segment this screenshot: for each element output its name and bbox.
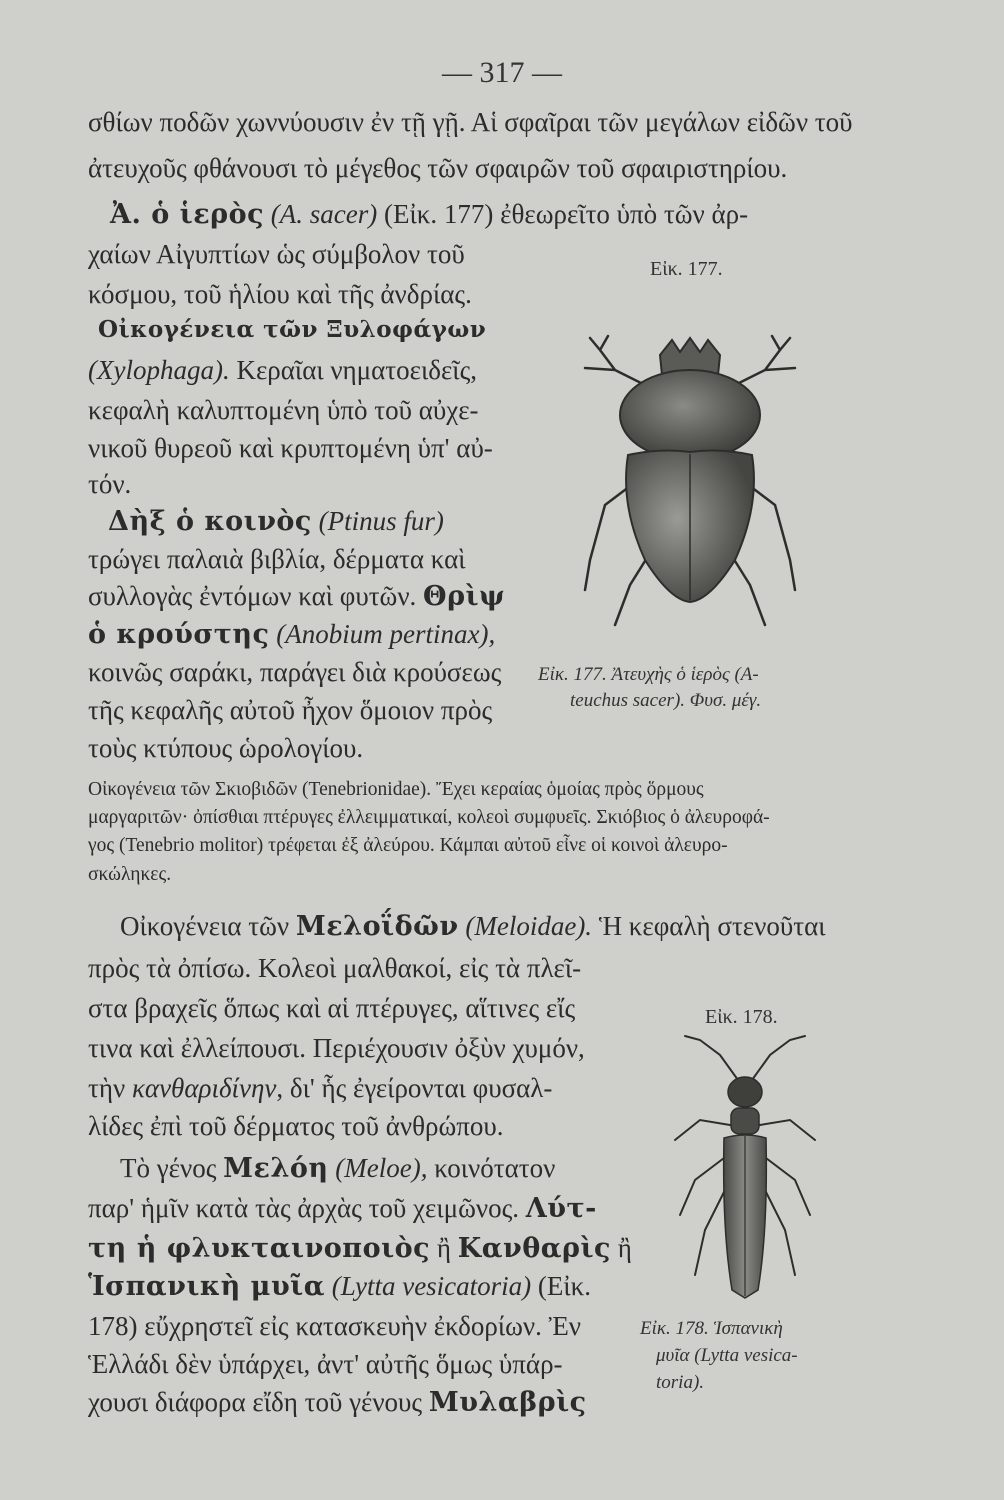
text-line <box>88 1070 552 1106</box>
text-line <box>88 578 505 615</box>
text-line: τοὺς κτύπους ὡρολογίου. <box>88 733 364 763</box>
text-line <box>88 1190 597 1227</box>
latin-name: (Xylophaga). <box>88 355 230 385</box>
text-line: τῆς κεφαλῆς αὐτοῦ ἦχον ὅμοιον πρὸς <box>88 695 493 725</box>
figure-label: Εἰκ. 177. <box>650 258 723 280</box>
text-line <box>88 1230 632 1267</box>
family-name: Μελοΐδῶν <box>295 911 459 942</box>
text-line: χαίων Αἰγυπτίων ὡς σύμβολον τοῦ <box>88 239 465 269</box>
genus-name: Μελόη <box>223 1153 329 1184</box>
text-span: παρ' ἡμῖν κατὰ τὰς ἀρχὰς τοῦ χειμῶνος. <box>88 1193 520 1223</box>
text-line: κόσμου, τοῦ ἡλίου καὶ τῆς ἀνδρίας. <box>88 279 472 309</box>
text-line: σθίων ποδῶν χωννύουσιν ἐν τῇ γῇ. Αἱ σφαῖραι τῶν μεγάλων εἰδῶν τοῦ <box>88 107 853 137</box>
small-text-line: Οἰκογένεια τῶν Σκιοβιδῶν (Tenebrionidae). Ἔχει κεραίας ὁμοίας πρὸς ὅρμους <box>88 779 704 800</box>
figure-caption: Εἰκ. 177. Ἀτευχὴς ὁ ἱερὸς (A- <box>538 664 759 685</box>
figure-caption: μυῖα (Lytta vesica- <box>656 1345 798 1366</box>
text-line: Ἑλλάδι δὲν ὑπάρχει, ἀντ' αὐτῆς ὅμως ὑπάρ- <box>88 1349 563 1379</box>
text-line <box>120 908 825 945</box>
text-span: , δι' ἧς ἐγείρονται φυσαλ- <box>276 1073 553 1103</box>
text-line: κοινῶς σαράκι, παράγει διὰ κρούσεως <box>88 657 502 687</box>
species-heading: Θρὶψ <box>423 581 506 612</box>
text-line: στα βραχεῖς ὅπως καὶ αἱ πτέρυγες, αἵτινες εἴς <box>88 993 576 1023</box>
blister-beetle-illustration <box>660 1030 830 1330</box>
small-text-line: γος (Tenebrio molitor) τρέφεται ἐξ ἀλεύρου. Κάμπαι αὐτοῦ εἶνε οἱ κοινοὶ ἀλευρο- <box>88 835 728 856</box>
species-heading: Ἱσπανικὴ μυῖα <box>88 1271 326 1302</box>
text-line: 178) εὔχρηστεῖ εἰς κατασκευὴν ἐκδορίων. Ἐν <box>88 1311 581 1341</box>
text-line <box>110 196 748 233</box>
text-line: τόν. <box>88 469 132 499</box>
text-line: λίδες ἐπὶ τοῦ δέρματος τοῦ ἀνθρώπου. <box>88 1111 504 1141</box>
text-span: συλλογὰς ἐντόμων καὶ φυτῶν. <box>88 581 417 611</box>
text-line: κεφαλὴ καλυπτομένη ὑπὸ τοῦ αὐχε- <box>88 395 479 425</box>
species-heading: τη ἡ φλυκταινοποιὸς <box>88 1233 431 1264</box>
latin-name: (A. sacer) <box>270 199 378 229</box>
figure-caption: teuchus sacer). Φυσ. μέγ. <box>570 690 762 711</box>
figure-caption: toria). <box>656 1372 705 1393</box>
text-line <box>88 352 477 388</box>
text-line: τινα καὶ ἐλλείπουσι. Περιέχουσιν ὀξὺν χυμόν, <box>88 1033 585 1063</box>
text-line <box>88 1268 591 1305</box>
text-span: Τὸ γένος <box>120 1153 217 1183</box>
genus-name: Μυλαβρὶς <box>428 1387 587 1418</box>
family-heading: Οἰκογένεια τῶν Ξυλοφάγων <box>98 316 487 343</box>
latin-name: (Meloidae). <box>465 911 593 941</box>
text-line: τρώγει παλαιὰ βιβλία, δέρματα καὶ <box>88 544 466 574</box>
figure-caption: Εἰκ. 178. Ἱσπανικὴ <box>640 1318 783 1339</box>
species-heading: ὁ κρούστης <box>88 619 270 650</box>
latin-name: (Meloe), <box>335 1153 428 1183</box>
text-line <box>88 1384 587 1421</box>
text-span: ἢ <box>436 1233 451 1263</box>
text-span: Οἰκογένεια τῶν <box>120 911 290 941</box>
text-span: χουσι διάφορα εἴδη τοῦ γένους <box>88 1387 423 1417</box>
text-span: κοινότατον <box>434 1153 556 1183</box>
scarab-beetle-illustration <box>560 330 820 630</box>
species-heading: Κανθαρὶς <box>457 1233 611 1264</box>
figure-label: Εἰκ. 178. <box>705 1006 778 1028</box>
text-span: Κεραῖαι νηματοειδεῖς, <box>236 355 478 385</box>
species-heading: Ἀ. ὁ ἱερὸς <box>110 199 265 230</box>
text-span: (Εἰκ. <box>537 1271 592 1301</box>
text-span: (Εἰκ. 177) ἐθεωρεῖτο ὑπὸ τῶν ἀρ- <box>384 199 749 229</box>
species-heading: Δὴξ ὁ κοινὸς <box>108 506 312 537</box>
text-line <box>88 616 495 653</box>
text-line: πρὸς τὰ ὀπίσω. Κολεοὶ μαλθακοί, εἰς τὰ πλεῖ- <box>88 953 582 983</box>
chemical-name: κανθαριδίνην <box>131 1073 277 1103</box>
latin-name: (Lytta vesicatoria) <box>331 1271 532 1301</box>
text-line <box>108 503 444 540</box>
text-line: ἀτευχοῦς φθάνουσι τὸ μέγεθος τῶν σφαιρῶν τοῦ σφαιριστηρίου. <box>88 153 788 183</box>
latin-name: (Anobium pertinax), <box>276 619 496 649</box>
small-text-line: σκώληκες. <box>88 864 172 885</box>
text-line <box>120 1150 555 1187</box>
text-span: τὴν <box>88 1073 126 1103</box>
species-heading: Λύτ- <box>525 1193 597 1224</box>
text-line: νικοῦ θυρεοῦ καὶ κρυπτομένη ὑπ' αὐ- <box>88 433 493 463</box>
text-span: ἢ <box>617 1233 632 1263</box>
latin-name: (Ptinus fur) <box>318 506 444 536</box>
small-text-line: μαργαριτῶν· ὀπίσθιαι πτέρυγες ἐλλειμματικαί, κολεοὶ συμφυεῖς. Σκιόβιος ὁ ἀλευροφά- <box>88 807 770 828</box>
text-span: Ἡ κεφαλὴ στενοῦται <box>598 911 826 941</box>
page-number: — 317 — <box>442 56 562 89</box>
